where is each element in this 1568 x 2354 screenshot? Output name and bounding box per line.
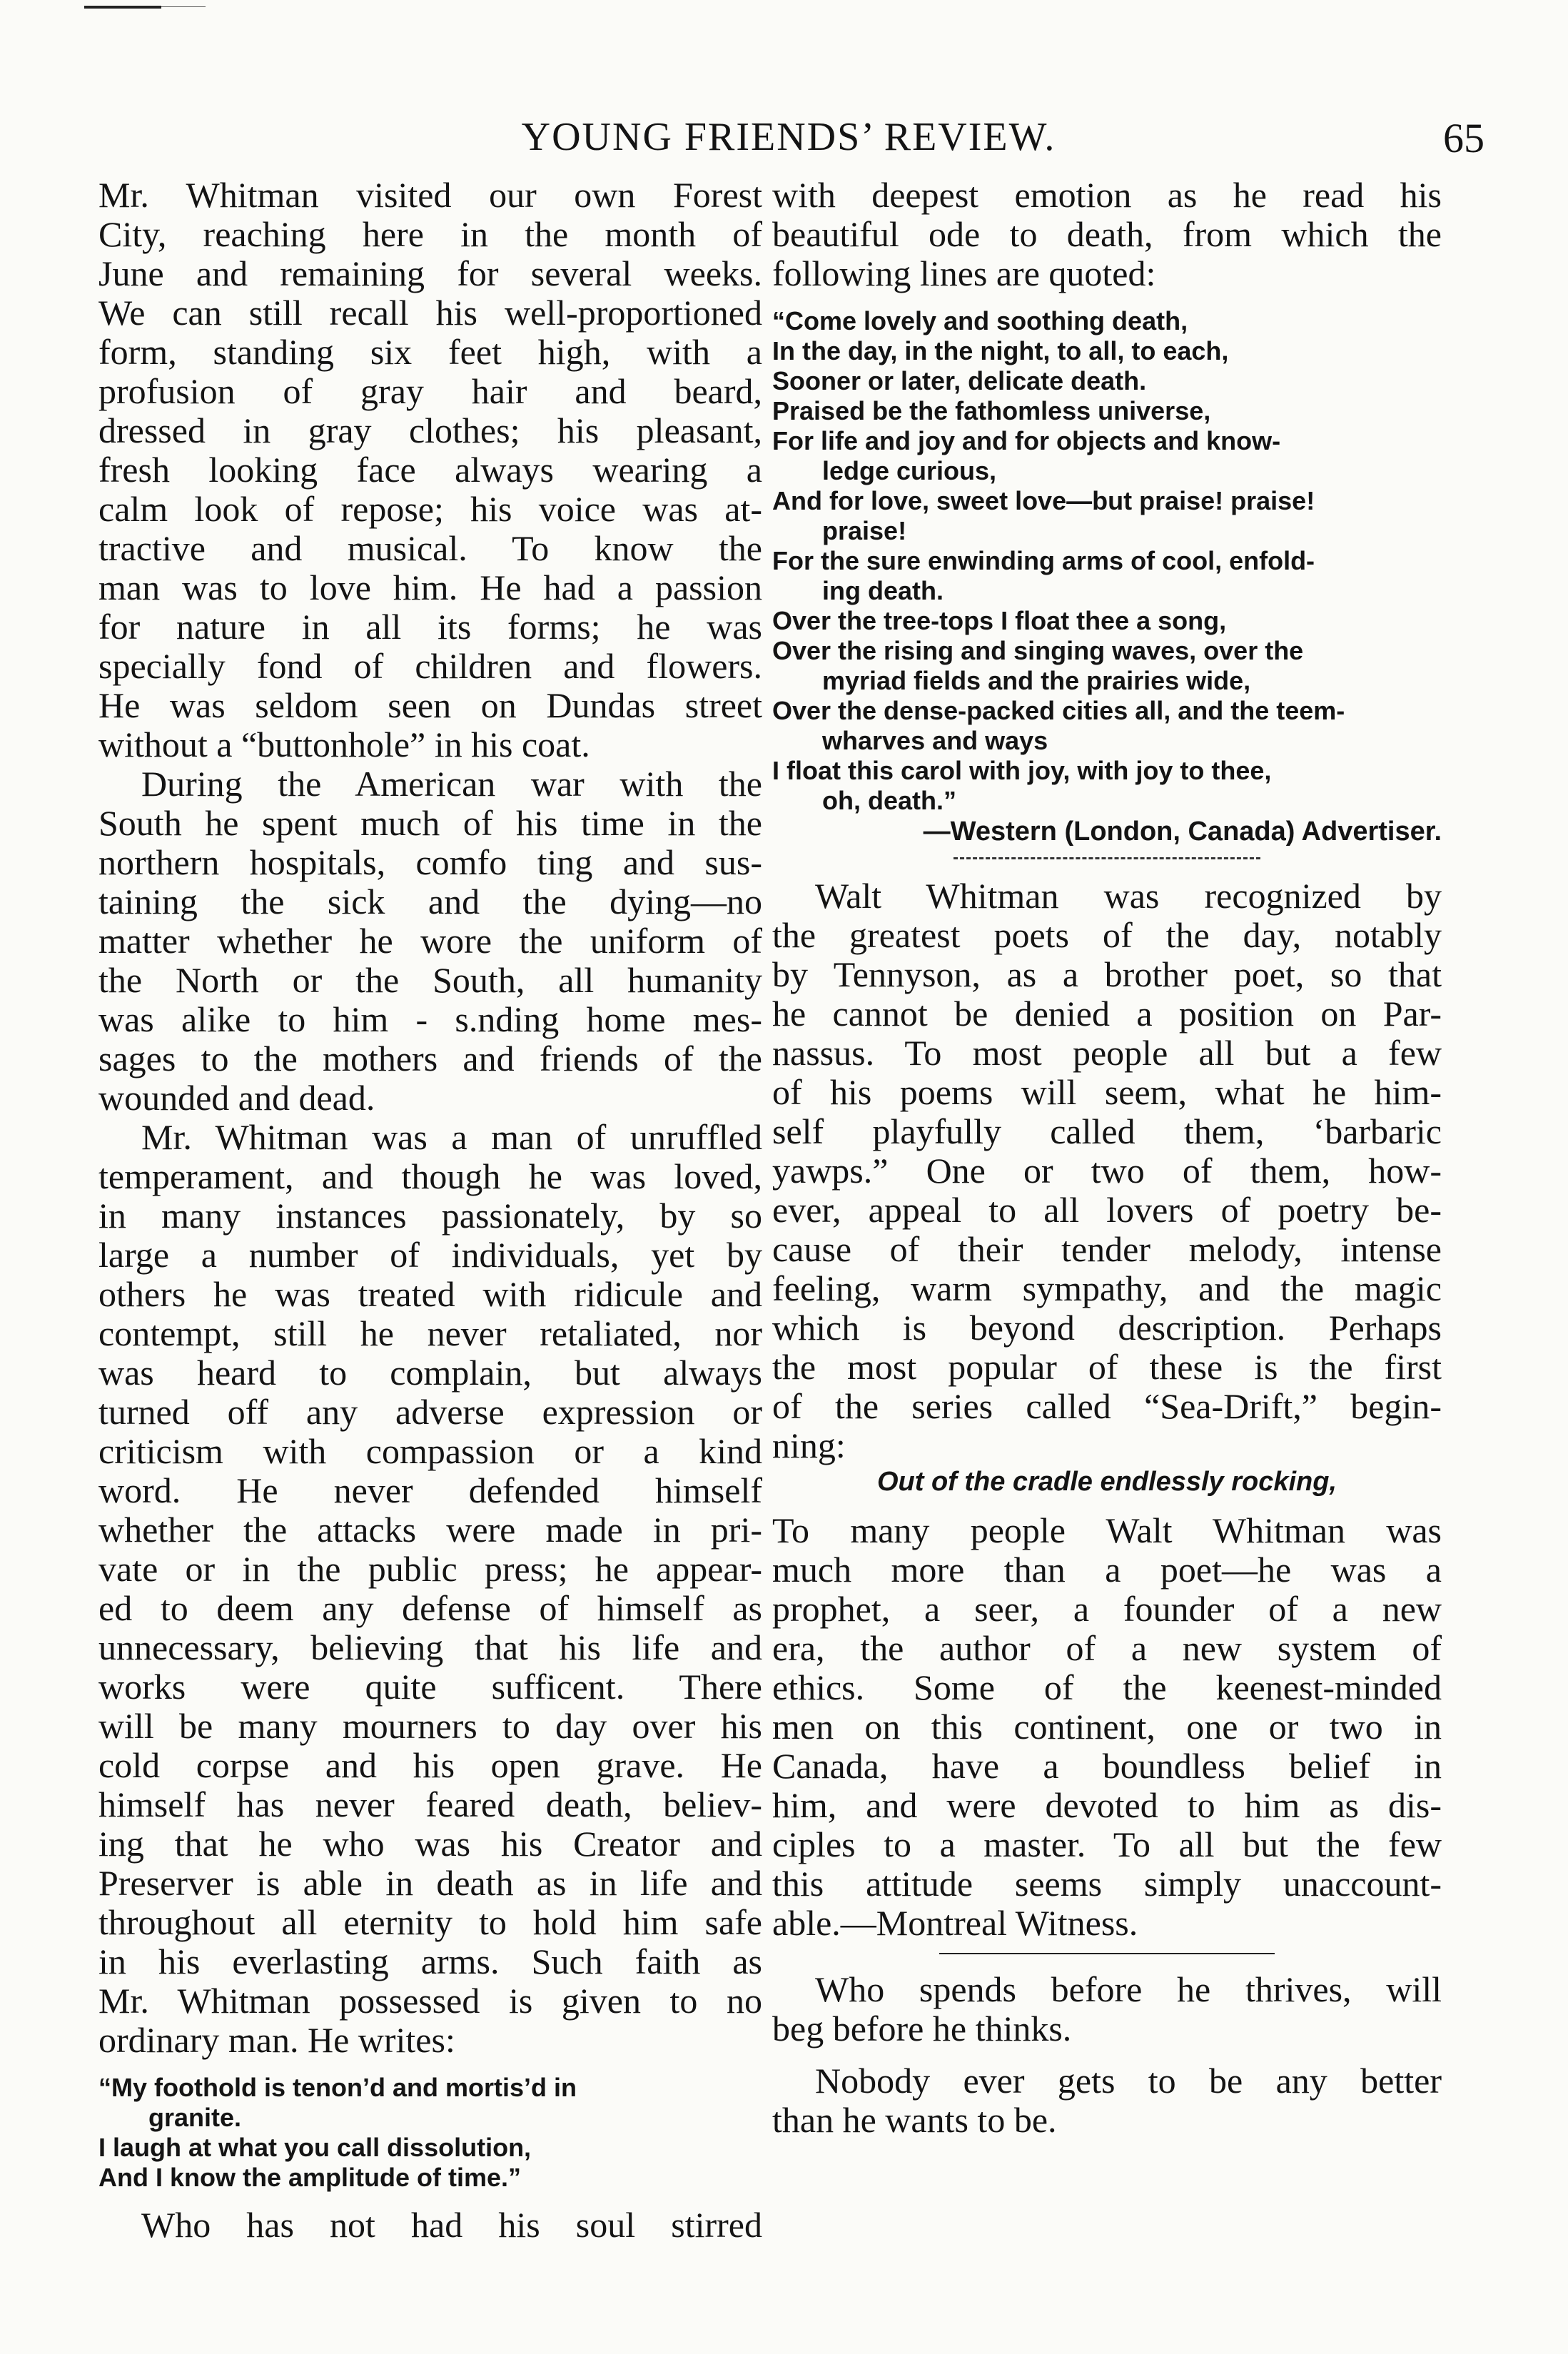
page-number: 65 [1443, 115, 1484, 161]
left-paragraph-1-line: We can still recall his well-proportioned [98, 293, 762, 333]
prophet-paragraph-line: able.—Montreal Witness. [772, 1903, 1138, 1943]
top-rule [84, 6, 161, 9]
left-paragraph-3-line: ed to deem any defense of himself as [98, 1588, 762, 1628]
proverb-1-line: beg before he thinks. [772, 2009, 1072, 2049]
whitman-paragraph-line: yawps.” One or two of them, how- [772, 1151, 1442, 1191]
left-paragraph-3-line: in his everlasting arms. Such faith as [98, 1941, 762, 1981]
poem-line: Over the rising and singing waves, over the [772, 636, 1304, 665]
poem-line: granite. [148, 2103, 242, 2132]
left-paragraph-1-line: June and remaining for several weeks. [98, 253, 762, 293]
left-paragraph-3-line: temperament, and though he was loved, [98, 1156, 762, 1196]
left-paragraph-2 [98, 764, 762, 1118]
page-header [93, 114, 1484, 164]
spacer [98, 2060, 762, 2073]
prophet-paragraph [772, 1511, 1442, 1943]
left-paragraph-3-line: turned off any adverse expression or [98, 1392, 762, 1432]
left-paragraph-3-line: contempt, still he never retaliated, nor [98, 1313, 762, 1353]
left-paragraph-2-line: was alike to him - s.nding home mes- [98, 999, 762, 1039]
left-paragraph-3-line: Preserver is able in death as in life and [98, 1863, 762, 1903]
prophet-paragraph-line: much more than a poet—he was a [772, 1550, 1442, 1590]
prophet-paragraph-line: To many people Walt Whitman was [772, 1510, 1442, 1550]
poem-line: oh, death.” [822, 786, 956, 815]
left-paragraph-1-line: Mr. Whitman visited our own Forest [98, 175, 762, 215]
poem-line: Sooner or later, delicate death. [772, 366, 1147, 395]
poem-line: And for love, sweet love—but praise! praise! [772, 486, 1315, 515]
left-paragraph-3-line: whether the attacks were made in pri- [98, 1510, 762, 1550]
poem-line: In the day, in the night, to all, to each, [772, 336, 1229, 365]
poem-line: ledge curious, [822, 456, 997, 485]
left-paragraph-3-line: was heard to complain, but always [98, 1353, 762, 1393]
proverb-1-line: Who spends before he thrives, will [815, 1969, 1442, 2009]
whitman-paragraph-line: ever, appeal to all lovers of poetry be- [772, 1190, 1442, 1230]
poem-line: praise! [822, 516, 907, 545]
left-paragraph-3-line: will be many mourners to day over his [98, 1706, 762, 1746]
left-paragraph-1-line: profusion of gray hair and beard, [98, 371, 762, 411]
left-paragraph-1-line: tractive and musical. To know the [98, 528, 762, 568]
left-paragraph-3-line: works were quite sufficent. There [98, 1667, 762, 1707]
right-intro-line: with deepest emotion as he read his [772, 175, 1442, 215]
poem-line: Praised be the fathomless universe, [772, 396, 1211, 425]
spacer [772, 293, 1442, 306]
left-paragraph-3-line: cold corpse and his open grave. He [98, 1745, 762, 1785]
prophet-paragraph-line: him, and were devoted to him as dis- [772, 1785, 1442, 1825]
whitman-paragraph-line: of the series called “Sea-Drift,” begin- [772, 1386, 1442, 1426]
left-paragraph-3-line: criticism with compassion or a kind [98, 1431, 762, 1471]
left-paragraph-3-line: Mr. Whitman was a man of unruffled [141, 1117, 762, 1157]
poem-line: For life and joy and for objects and know- [772, 426, 1281, 455]
left-paragraph-3 [98, 1118, 762, 2060]
left-paragraph-2-line: South he spent much of his time in the [98, 803, 762, 843]
left-paragraph-3-line: in many instances passionately, by so [98, 1196, 762, 1236]
proverb-2-line: Nobody ever gets to be any better [815, 2061, 1442, 2101]
left-paragraph-1-line: specially fond of children and flowers. [98, 646, 762, 686]
proverb-2 [772, 2061, 1442, 2140]
prophet-paragraph-line: ethics. Some of the keenest-minded [772, 1667, 1442, 1707]
poem-line: And I know the amplitude of time.” [98, 2163, 522, 2192]
left-paragraph-3-line: vate or in the public press; he appear- [98, 1549, 762, 1589]
whitman-paragraph-line: cause of their tender melody, intense [772, 1229, 1442, 1269]
proverb-2-line: than he wants to be. [772, 2100, 1057, 2140]
whitman-paragraph [772, 877, 1442, 1465]
left-poem [98, 2073, 762, 2193]
prophet-paragraph-line: men on this continent, one or two in [772, 1707, 1442, 1747]
poem-line: ing death. [822, 576, 944, 605]
poem-line: “My foothold is tenon’d and mortis’d in [98, 2073, 577, 2102]
left-paragraph-1-line: calm look of repose; his voice was at- [98, 489, 762, 529]
left-paragraph-2-line: matter whether he wore the uniform of [98, 921, 762, 961]
poem-line: I float this carol with joy, with joy to thee, [772, 756, 1272, 785]
whitman-paragraph-line: which is beyond description. Perhaps [772, 1308, 1442, 1348]
prophet-paragraph-line: ciples to a master. To all but the few [772, 1824, 1442, 1864]
left-paragraph-2-line: the North or the South, all humanity [98, 960, 762, 1000]
proverb-1 [772, 1970, 1442, 2049]
whitman-paragraph-line: he cannot be denied a position on Par- [772, 994, 1442, 1034]
left-paragraph-1-line: for nature in all its forms; he was [98, 607, 762, 647]
left-paragraph-1 [98, 176, 762, 764]
left-paragraph-2-line: wounded and dead. [98, 1078, 375, 1118]
whitman-paragraph-line: of his poems will seem, what he him- [772, 1072, 1442, 1112]
quoted-line: Out of the cradle endlessly rocking, [876, 1467, 1337, 1497]
section-divider [954, 857, 1260, 861]
whitman-paragraph-line: nassus. To most people all but a few [772, 1033, 1442, 1073]
poem-line: wharves and ways [822, 726, 1048, 755]
left-paragraph-3-line: Mr. Whitman possessed is given to no [98, 1981, 762, 2021]
spacer [98, 2193, 762, 2206]
right-intro [772, 176, 1442, 293]
left-paragraph-1-line: without a “buttonhole” in his coat. [98, 724, 590, 764]
poem-line: “Come lovely and soothing death, [772, 306, 1188, 335]
whitman-paragraph-line: feeling, warm sympathy, and the magic [772, 1268, 1442, 1308]
spacer [772, 2049, 1442, 2061]
left-paragraph-3-line: ing that he who was his Creator and [98, 1824, 762, 1864]
left-paragraph-2-line: northern hospitals, comfo ting and sus- [98, 842, 762, 882]
left-paragraph-2-line: sages to the mothers and friends of the [98, 1039, 762, 1079]
whitman-paragraph-line: Walt Whitman was recognized by [815, 876, 1442, 916]
left-paragraph-1-line: man was to love him. He had a passion [98, 567, 762, 607]
poem-line: Over the tree-tops I float thee a song, [772, 606, 1227, 635]
left-paragraph-1-line: dressed in gray clothes; his pleasant, [98, 410, 762, 450]
spacer [772, 1498, 1442, 1511]
left-paragraph-2-line: taining the sick and the dying—no [98, 882, 762, 921]
left-paragraph-1-line: City, reaching here in the month of [98, 214, 762, 254]
right-poem [772, 306, 1442, 816]
left-paragraph-3-line: himself has never feared death, believ- [98, 1784, 762, 1824]
poem-line: I laugh at what you call dissolution, [98, 2133, 532, 2162]
left-paragraph-2-line: During the American war with the [141, 764, 762, 804]
whitman-paragraph-line: ning: [772, 1425, 846, 1465]
left-paragraph-3-line: large a number of individuals, yet by [98, 1235, 762, 1275]
whitman-paragraph-line: self playfully called them, ‘barbaric [772, 1111, 1442, 1151]
left-closing [98, 2206, 762, 2245]
right-intro-line: beautiful ode to death, from which the [772, 214, 1442, 254]
top-rule-thin [161, 6, 206, 7]
journal-title: YOUNG FRIENDS’ REVIEW. [521, 115, 1056, 159]
poem-line: For the sure enwinding arms of cool, enfold- [772, 546, 1315, 575]
left-paragraph-3-line: unnecessary, believing that his life and [98, 1627, 762, 1667]
left-paragraph-3-line: word. He never defended himself [98, 1470, 762, 1510]
left-paragraph-3-line: others he was treated with ridicule and [98, 1274, 762, 1314]
left-closing-line: Who has not had his soul stirred [141, 2205, 762, 2245]
right-column [772, 176, 1442, 2140]
right-intro-line: following lines are quoted: [772, 253, 1156, 293]
left-paragraph-3-line: ordinary man. He writes: [98, 2020, 455, 2060]
left-paragraph-3-line: throughout all eternity to hold him safe [98, 1902, 762, 1942]
prophet-paragraph-line: Canada, have a boundless belief in [772, 1746, 1442, 1786]
section-divider [939, 1953, 1275, 1954]
whitman-paragraph-line: by Tennyson, as a brother poet, so that [772, 954, 1442, 994]
prophet-paragraph-line: this attitude seems simply unaccount- [772, 1864, 1442, 1904]
poem-line: Over the dense-packed cities all, and the teem- [772, 696, 1345, 725]
prophet-paragraph-line: era, the author of a new system of [772, 1628, 1442, 1668]
prophet-paragraph-line: prophet, a seer, a founder of a new [772, 1589, 1442, 1629]
left-paragraph-1-line: He was seldom seen on Dundas street [98, 685, 762, 725]
left-paragraph-1-line: form, standing six feet high, with a [98, 332, 762, 372]
attribution: —Western (London, Canada) Advertiser. [923, 817, 1442, 847]
left-column [98, 176, 762, 2245]
whitman-paragraph-line: the greatest poets of the day, notably [772, 915, 1442, 955]
poem-line: myriad fields and the prairies wide, [822, 666, 1251, 695]
whitman-paragraph-line: the most popular of these is the first [772, 1347, 1442, 1387]
left-paragraph-1-line: fresh looking face always wearing a [98, 450, 762, 490]
